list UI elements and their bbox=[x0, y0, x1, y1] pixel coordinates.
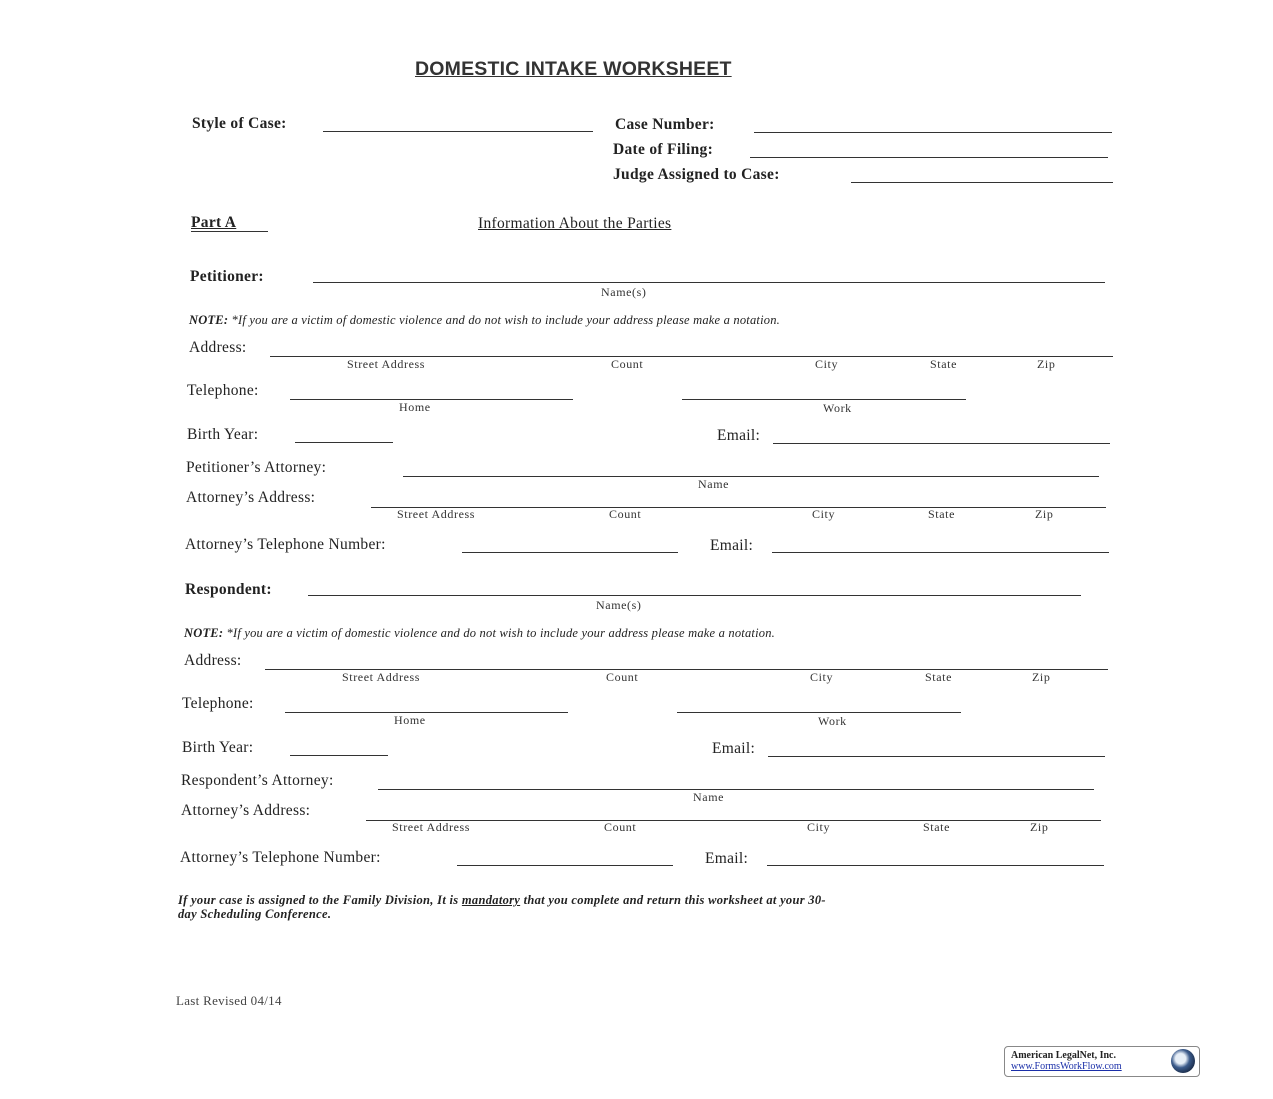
petitioner-attorney-address-label: Attorney’s Address: bbox=[186, 489, 316, 506]
respondent-attorney-label: Respondent’s Attorney: bbox=[181, 772, 334, 789]
note-text: *If you are a victim of domestic violence and do not wish to include your address please make a notation. bbox=[231, 313, 780, 327]
petitioner-birth-year-label: Birth Year: bbox=[187, 426, 259, 443]
respondent-birth-year-field[interactable] bbox=[290, 755, 388, 756]
respondent-attorney-address-part-caption: Zip bbox=[1030, 820, 1049, 834]
petitioner-home-phone-field[interactable] bbox=[290, 399, 573, 400]
petitioner-attorney-address-part-caption: Count bbox=[609, 507, 642, 521]
respondent-attorney-address-field[interactable] bbox=[366, 820, 1101, 821]
respondent-attorney-name-field[interactable] bbox=[378, 789, 1094, 790]
respondent-home-caption: Home bbox=[394, 713, 426, 727]
petitioner-attorney-address-field[interactable] bbox=[371, 507, 1106, 508]
respondent-attorney-email-field[interactable] bbox=[767, 865, 1104, 866]
petitioner-attorney-address-part-caption: Zip bbox=[1035, 507, 1054, 521]
petitioner-label: Petitioner: bbox=[190, 268, 264, 285]
logo-company: American LegalNet, Inc. bbox=[1011, 1050, 1116, 1061]
petitioner-note bbox=[189, 313, 780, 328]
notice-text-cont: that you complete and return this worksheet at your 30- bbox=[520, 893, 826, 907]
petitioner-attorney-email-label: Email: bbox=[710, 537, 754, 554]
document-title: DOMESTIC INTAKE WORKSHEET bbox=[415, 58, 732, 80]
american-legalnet-logo[interactable] bbox=[1004, 1046, 1200, 1077]
respondent-attorney-phone-label: Attorney’s Telephone Number: bbox=[180, 849, 381, 866]
petitioner-address-part-caption: Count bbox=[611, 357, 644, 371]
respondent-work-phone-field[interactable] bbox=[677, 712, 961, 713]
case-number-field[interactable] bbox=[754, 132, 1112, 133]
petitioner-attorney-address-part-caption: City bbox=[812, 507, 836, 521]
respondent-email-field[interactable] bbox=[768, 756, 1105, 757]
respondent-label: Respondent: bbox=[185, 581, 272, 598]
date-of-filing-field[interactable] bbox=[750, 157, 1108, 158]
logo-url[interactable]: www.FormsWorkFlow.com bbox=[1011, 1061, 1122, 1072]
respondent-attorney-name-caption: Name bbox=[693, 790, 725, 804]
petitioner-attorney-phone-field[interactable] bbox=[462, 552, 678, 553]
respondent-address-part-caption: Zip bbox=[1032, 670, 1051, 684]
petitioner-attorney-label: Petitioner’s Attorney: bbox=[186, 459, 327, 476]
respondent-attorney-address-part-caption: State bbox=[923, 820, 950, 834]
judge-assigned-field[interactable] bbox=[851, 182, 1113, 183]
petitioner-email-label: Email: bbox=[717, 427, 761, 444]
petitioner-address-part-caption: State bbox=[930, 357, 957, 371]
judge-assigned-label: Judge Assigned to Case: bbox=[613, 166, 780, 183]
respondent-telephone-label: Telephone: bbox=[182, 695, 254, 712]
respondent-email-label: Email: bbox=[712, 740, 756, 757]
respondent-home-phone-field[interactable] bbox=[285, 712, 568, 713]
part-a-label: Part A bbox=[191, 214, 237, 231]
petitioner-address-part-caption: Zip bbox=[1037, 357, 1056, 371]
petitioner-birth-year-field[interactable] bbox=[295, 442, 393, 443]
petitioner-work-phone-field[interactable] bbox=[682, 399, 966, 400]
respondent-attorney-address-label: Attorney’s Address: bbox=[181, 802, 311, 819]
respondent-address-part-caption: Street Address bbox=[342, 670, 421, 684]
note-label: NOTE: bbox=[184, 626, 224, 640]
respondent-attorney-phone-field[interactable] bbox=[457, 865, 673, 866]
petitioner-attorney-address-part-caption: Street Address bbox=[397, 507, 476, 521]
respondent-work-caption: Work bbox=[818, 714, 847, 728]
petitioner-attorney-name-field[interactable] bbox=[403, 476, 1099, 477]
petitioner-names-field[interactable] bbox=[313, 282, 1105, 283]
respondent-address-part-caption: Count bbox=[606, 670, 639, 684]
respondent-attorney-address-part-caption: City bbox=[807, 820, 831, 834]
footer-notice bbox=[178, 893, 826, 908]
notice-emphasis: mandatory bbox=[461, 893, 521, 907]
petitioner-attorney-email-field[interactable] bbox=[772, 552, 1109, 553]
respondent-attorney-email-label: Email: bbox=[705, 850, 749, 867]
respondent-attorney-address-part-caption: Street Address bbox=[392, 820, 471, 834]
respondent-names-field[interactable] bbox=[308, 595, 1081, 596]
notice-text: If your case is assigned to the Family Division, It is bbox=[178, 893, 462, 907]
date-of-filing-label: Date of Filing: bbox=[613, 141, 714, 158]
petitioner-attorney-name-caption: Name bbox=[698, 477, 730, 491]
petitioner-address-part-caption: Street Address bbox=[347, 357, 426, 371]
note-text: *If you are a victim of domestic violence and do not wish to include your address please make a notation. bbox=[226, 626, 775, 640]
respondent-birth-year-label: Birth Year: bbox=[182, 739, 254, 756]
footer-notice-line2: day Scheduling Conference. bbox=[178, 907, 332, 921]
respondent-address-label: Address: bbox=[184, 652, 242, 669]
respondent-address-part-caption: State bbox=[925, 670, 952, 684]
petitioner-telephone-label: Telephone: bbox=[187, 382, 259, 399]
petitioner-email-field[interactable] bbox=[773, 443, 1110, 444]
style-of-case-label: Style of Case: bbox=[192, 115, 287, 132]
respondent-address-part-caption: City bbox=[810, 670, 834, 684]
globe-icon bbox=[1171, 1049, 1195, 1073]
petitioner-home-caption: Home bbox=[399, 400, 431, 414]
petitioner-names-caption: Name(s) bbox=[601, 285, 647, 299]
case-number-label: Case Number: bbox=[615, 116, 715, 133]
part-a-underline[interactable] bbox=[191, 231, 268, 232]
respondent-attorney-address-part-caption: Count bbox=[604, 820, 637, 834]
style-of-case-field[interactable] bbox=[323, 131, 593, 132]
note-label: NOTE: bbox=[189, 313, 229, 327]
petitioner-address-part-caption: City bbox=[815, 357, 839, 371]
respondent-names-caption: Name(s) bbox=[596, 598, 642, 612]
petitioner-attorney-address-part-caption: State bbox=[928, 507, 955, 521]
part-a-heading: Information About the Parties bbox=[478, 215, 672, 232]
last-revised: Last Revised 04/14 bbox=[176, 993, 282, 1008]
respondent-note bbox=[184, 626, 775, 641]
petitioner-work-caption: Work bbox=[823, 401, 852, 415]
petitioner-address-label: Address: bbox=[189, 339, 247, 356]
petitioner-attorney-phone-label: Attorney’s Telephone Number: bbox=[185, 536, 386, 553]
